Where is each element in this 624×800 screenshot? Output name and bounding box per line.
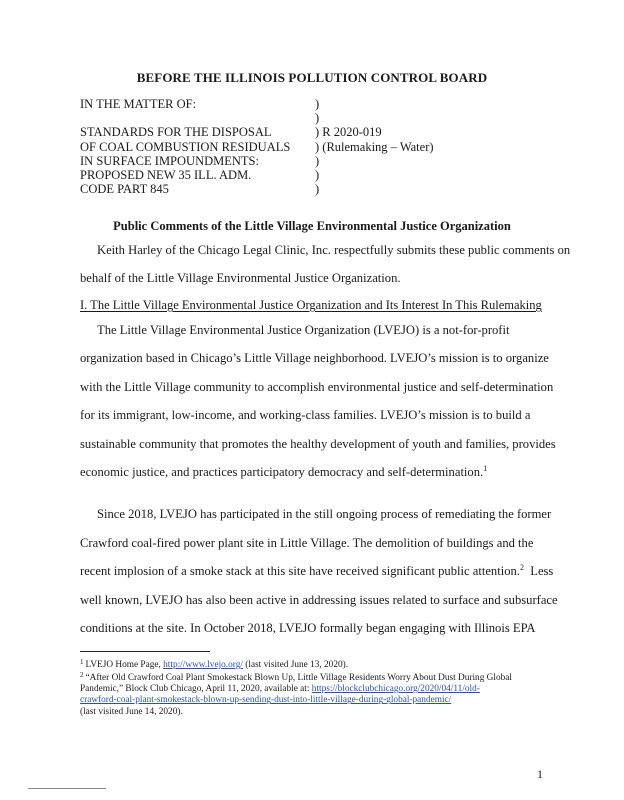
caption-right: ) [315,153,320,168]
caption-right: ) [315,182,320,197]
footnote-text: Pandemic,” Block Club Chicago, April 11, 2020, available at: [80,684,312,695]
paragraph-line: with the Little Village community to accomplish environmental justice and self-determination [80,380,554,394]
paragraph-line: for its immigrant, low-income, and working-class families. LVEJO’s mission is to build a [80,408,531,422]
caption-row [80,111,550,125]
caption-row [80,154,550,168]
scan-mark-line [28,788,106,789]
caption-right: ) [315,167,320,182]
paragraph-text: economic justice, and practices participatory democracy and self-determination. [80,465,484,479]
caption-row [80,97,550,111]
footnote-ref-1: 1 [483,464,488,473]
footnote-ref-2: 2 [519,563,524,572]
paragraph-line: organization based in Chicago’s Little Village neighborhood. LVEJO’s mission is to organize [80,351,549,365]
caption-left: PROPOSED NEW 35 ILL. ADM. [80,167,252,182]
footnote-divider [80,651,210,652]
case-caption [80,97,550,196]
paragraph-line: well known, LVEJO has also been active in addressing issues related to surface and subsurface [80,593,558,607]
paragraph-line: The Little Village Environmental Justice Organization (LVEJO) is a not-for-profit [97,323,510,337]
board-title: BEFORE THE ILLINOIS POLLUTION CONTROL BOARD [136,70,488,85]
caption-left: IN SURFACE IMPOUNDMENTS: [80,153,259,168]
footnote-2 [80,670,550,718]
footnote-mark: 1 [80,658,84,666]
blockclub-link-cont[interactable]: crawford-coal-plant-smokestack-blown-up-sending-dust-into-little-village-during-global-pandemic/ [80,695,452,706]
caption-left [80,111,315,125]
caption-left: OF COAL COMBUSTION RESIDUALS [80,139,291,154]
paragraph-line [80,465,546,480]
footnote-line [80,684,550,695]
caption-row [80,140,550,154]
footnote-line [80,695,550,706]
comments-heading: Public Comments of the Little Village Environmental Justice Organization [113,219,511,233]
paragraph-line: Since 2018, LVEJO has participated in the still ongoing process of remediating the former [97,507,552,521]
paragraph-text: recent implosion of a smoke stack at this site have received significant public attention. [80,564,520,578]
footnote-text: LVEJO Home Page, [85,660,164,670]
caption-right: ) [315,111,320,126]
caption-right: ) [315,97,320,111]
section-title: I. The Little Village Environmental Justice Organization and Its Interest In This Rulemaking [80,298,542,312]
lvejo-link[interactable]: http://www.lvejo.org/ [163,660,243,670]
paragraph-line [80,563,554,579]
intro-line: behalf of the Little Village Environmental Justice Organization. [80,271,401,285]
page-number: 1 [537,767,543,781]
footnote-line: (last visited June 14, 2020). [80,706,183,717]
caption-left: STANDARDS FOR THE DISPOSAL [80,125,272,140]
paragraph-text: Less [523,564,554,578]
caption-right: ) (Rulemaking – Water) [315,139,434,154]
caption-left: IN THE MATTER OF: [80,97,197,111]
paragraph-line: conditions at the site. In October 2018, LVEJO formally began engaging with Illinois EPA [80,621,536,635]
footnote-text: “After Old Crawford Coal Plant Smokestack Blown Up, Little Village Residents Worry About Dust During Global [85,673,512,683]
caption-row [80,168,550,182]
footnote-line [80,670,550,684]
caption-left: CODE PART 845 [80,182,169,197]
footnote-text: (last visited June 13, 2020). [242,660,349,670]
intro-line: Keith Harley of the Chicago Legal Clinic, Inc. respectfully submits these public comments on [97,243,571,257]
footnote-mark: 2 [80,671,84,679]
paragraph-line: Crawford coal-fired power plant site in Little Village. The demolition of buildings and the [80,536,534,550]
paragraph-line: sustainable community that promotes the healthy development of youth and families, provides [80,437,556,451]
caption-right: ) R 2020-019 [315,125,382,140]
blockclub-link[interactable]: https://blockclubchicago.org/2020/04/11/old- [311,684,480,695]
caption-row [80,125,550,139]
caption-row [80,182,550,196]
